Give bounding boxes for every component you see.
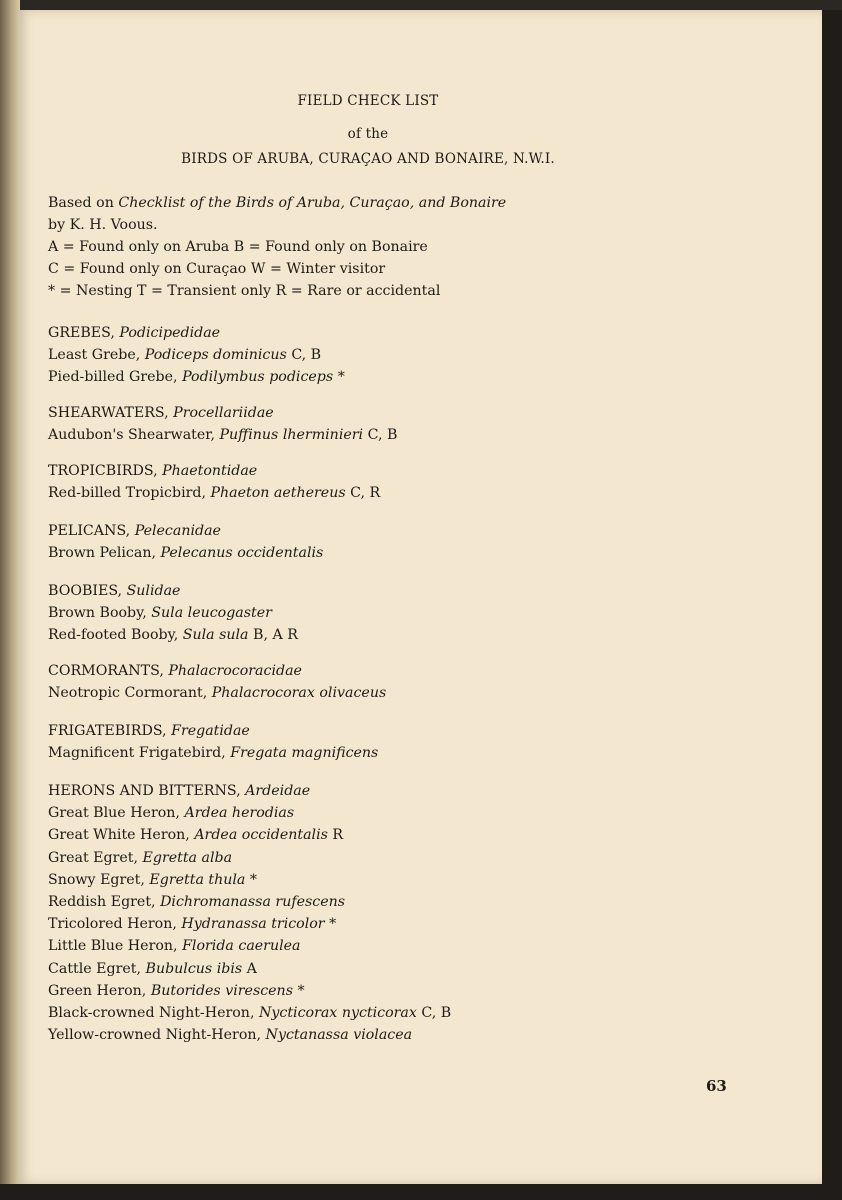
species-name: Cattle Egret, [48, 960, 141, 977]
intro-author: by K. H. Voous. [48, 217, 158, 233]
species-code: * [329, 916, 337, 933]
species-row [48, 745, 378, 761]
species-latin: Butorides virescens [150, 982, 293, 999]
family-latin: Phalacrocoracidae [168, 663, 302, 679]
intro-line [48, 195, 506, 211]
family-heading [48, 583, 180, 599]
species-row [48, 485, 380, 501]
species-code: B, A R [253, 627, 298, 644]
family-heading [48, 523, 221, 539]
heading-line-3: BIRDS OF ARUBA, CURAÇAO AND BONAIRE, N.W.I. [181, 151, 555, 167]
intro-book-title: Checklist of the Birds of Aruba, Curaçao, and Bonaire [118, 195, 507, 211]
species-latin: Podiceps dominicus [144, 347, 287, 364]
species-latin: Hydranassa tricolor [181, 916, 325, 933]
family-heading [48, 783, 310, 799]
species-row [48, 961, 257, 977]
legend-row-1: A = Found only on Aruba B = Found only on Bonaire [48, 239, 428, 255]
species-latin: Phalacrocorax olivaceus [211, 685, 387, 702]
species-row [48, 938, 300, 954]
family-latin: Pelecanidae [134, 523, 221, 539]
species-name: Brown Booby, [48, 605, 147, 622]
species-row [48, 1005, 451, 1021]
species-latin: Nycticorax nycticorax [258, 1005, 417, 1021]
species-latin: Egretta thula [149, 871, 246, 888]
species-name: Red-footed Booby, [48, 627, 179, 644]
species-name: Snowy Egret, [48, 871, 145, 888]
species-latin: Sula leucogaster [151, 605, 272, 622]
species-name: Green Heron, [48, 982, 147, 999]
background-edge-bottom [0, 1184, 842, 1200]
family-latin: Phaetontidae [162, 463, 258, 479]
species-name: Yellow-crowned Night-Heron, [48, 1027, 262, 1044]
species-code: * [297, 982, 305, 999]
species-row [48, 983, 305, 999]
species-code: C, B [421, 1005, 452, 1021]
species-row [48, 347, 321, 363]
species-name: Reddish Egret, [48, 894, 156, 910]
species-row [48, 1027, 412, 1043]
species-name: Black-crowned Night-Heron, [48, 1005, 255, 1021]
species-name: Red-billed Tropicbird, [48, 485, 206, 502]
species-latin: Nyctanassa violacea [265, 1027, 413, 1044]
species-row [48, 545, 323, 561]
species-code: A [246, 960, 257, 977]
species-latin: Ardea herodias [184, 805, 295, 822]
family-latin: Ardeidae [245, 783, 311, 799]
species-row [48, 872, 257, 888]
species-latin: Bubulcus ibis [145, 960, 243, 977]
family-heading [48, 663, 302, 679]
family-latin: Procellariidae [173, 405, 274, 421]
species-latin: Fregata magnificens [230, 745, 379, 762]
species-name: Pied-billed Grebe, [48, 369, 178, 386]
species-name: Great White Heron, [48, 827, 190, 844]
family-name: HERONS AND BITTERNS, [48, 783, 241, 799]
species-code: * [337, 369, 345, 386]
family-latin: Fregatidae [171, 723, 250, 739]
species-code: C, B [367, 427, 398, 444]
book-spine [0, 0, 20, 1200]
species-row [48, 605, 272, 621]
species-row [48, 827, 343, 843]
family-name: PELICANS, [48, 523, 131, 539]
species-name: Magnificent Frigatebird, [48, 745, 226, 762]
species-latin: Ardea occidentalis [194, 827, 328, 844]
heading-line-2: of the [347, 126, 389, 142]
intro-prefix: Based on [48, 195, 119, 211]
species-code: C, B [291, 347, 322, 364]
family-name: CORMORANTS, [48, 663, 164, 679]
family-latin: Sulidae [126, 583, 181, 599]
family-heading [48, 723, 250, 739]
species-row [48, 894, 345, 910]
species-latin: Sula sula [182, 627, 249, 644]
background-edge [822, 10, 842, 1200]
family-heading [48, 463, 257, 479]
species-latin: Egretta alba [142, 849, 233, 866]
species-name: Great Egret, [48, 849, 139, 866]
family-name: SHEARWATERS, [48, 405, 169, 421]
species-row [48, 916, 336, 932]
page-number: 63 [706, 1077, 727, 1095]
legend-row-3: * = Nesting T = Transient only R = Rare or accidental [48, 283, 441, 299]
species-latin: Phaeton aethereus [210, 485, 346, 502]
species-latin: Dichromanassa rufescens [160, 894, 346, 910]
heading-line-1: FIELD CHECK LIST [297, 93, 439, 109]
species-code: R [332, 827, 344, 844]
species-name: Brown Pelican, [48, 545, 156, 562]
species-latin: Podilymbus podiceps [182, 369, 334, 386]
species-code: C, R [350, 485, 381, 502]
species-row [48, 369, 345, 385]
species-name: Audubon's Shearwater, [48, 427, 215, 444]
family-heading [48, 405, 274, 421]
species-row [48, 805, 294, 821]
family-name: BOOBIES, [48, 583, 123, 599]
species-name: Great Blue Heron, [48, 805, 180, 822]
species-name: Little Blue Heron, [48, 938, 178, 955]
species-name: Neotropic Cormorant, [48, 685, 208, 702]
species-code: * [249, 871, 257, 888]
species-row [48, 427, 397, 443]
family-name: TROPICBIRDS, [48, 463, 158, 479]
species-name: Tricolored Heron, [48, 916, 177, 933]
family-heading [48, 325, 220, 341]
species-latin: Florida caerulea [182, 938, 301, 955]
legend-row-2: C = Found only on Curaçao W = Winter visitor [48, 261, 386, 277]
species-row [48, 627, 298, 643]
species-row [48, 850, 232, 866]
species-latin: Puffinus lherminieri [219, 427, 364, 444]
family-name: FRIGATEBIRDS, [48, 723, 167, 739]
species-row [48, 685, 386, 701]
family-latin: Podicipedidae [119, 325, 221, 341]
species-name: Least Grebe, [48, 347, 141, 364]
family-name: GREBES, [48, 325, 115, 341]
species-latin: Pelecanus occidentalis [160, 545, 324, 562]
